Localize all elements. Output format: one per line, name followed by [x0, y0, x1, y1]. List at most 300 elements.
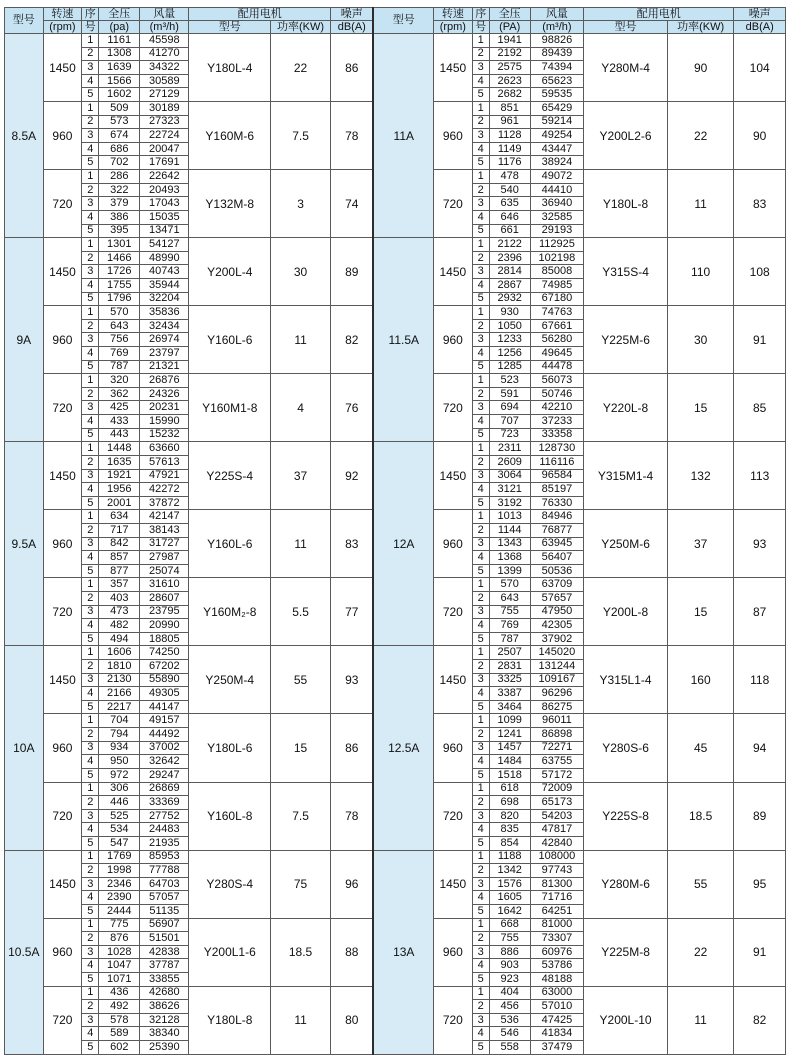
- noise-cell: 90: [734, 102, 786, 170]
- power-cell: 18.5: [271, 918, 331, 986]
- noise-cell: 83: [734, 170, 786, 238]
- pressure-cell: 755: [489, 605, 530, 619]
- motor-model-cell: Y250M-6: [584, 510, 668, 578]
- pressure-cell: 723: [489, 428, 530, 442]
- flow-cell: 37902: [530, 632, 584, 646]
- flow-cell: 47921: [140, 469, 189, 483]
- speed-cell: 960: [43, 510, 82, 578]
- pressure-cell: 2122: [489, 238, 530, 252]
- pressure-cell: 386: [99, 210, 140, 224]
- flow-cell: 26876: [140, 374, 189, 388]
- flow-cell: 112925: [530, 238, 584, 252]
- flow-cell: 63000: [530, 986, 584, 1000]
- seq-cell: 1: [472, 918, 489, 932]
- pressure-cell: 306: [99, 782, 140, 796]
- pressure-cell: 379: [99, 197, 140, 211]
- seq-cell: 4: [472, 210, 489, 224]
- pressure-cell: 443: [99, 428, 140, 442]
- motor-model-cell: Y180L-8: [584, 170, 668, 238]
- seq-cell: 4: [472, 823, 489, 837]
- flow-cell: 31610: [140, 578, 189, 592]
- header-speed-unit-right: (rpm): [434, 21, 473, 34]
- power-cell: 7.5: [271, 782, 331, 850]
- seq-cell: 2: [82, 47, 99, 61]
- flow-cell: 53786: [530, 959, 584, 973]
- pressure-cell: 835: [489, 823, 530, 837]
- flow-cell: 42272: [140, 483, 189, 497]
- speed-cell: 1450: [434, 850, 473, 918]
- motor-model-cell: Y280S-6: [584, 714, 668, 782]
- pressure-cell: 456: [489, 1000, 530, 1014]
- flow-cell: 96011: [530, 714, 584, 728]
- flow-cell: 54203: [530, 809, 584, 823]
- fan-performance-table: [4, 7, 786, 1055]
- pressure-cell: 2390: [99, 891, 140, 905]
- seq-cell: 5: [472, 700, 489, 714]
- seq-cell: 3: [472, 61, 489, 75]
- pressure-cell: 787: [99, 360, 140, 374]
- seq-cell: 3: [82, 61, 99, 75]
- flow-cell: 49254: [530, 129, 584, 143]
- seq-cell: 3: [472, 401, 489, 415]
- motor-model-cell: Y250M-4: [189, 646, 271, 714]
- pressure-cell: 2623: [489, 74, 530, 88]
- seq-cell: 1: [82, 510, 99, 524]
- seq-cell: 2: [82, 523, 99, 537]
- motor-model-cell: Y160L-6: [189, 306, 271, 374]
- seq-cell: 1: [472, 646, 489, 660]
- flow-cell: 47425: [530, 1013, 584, 1027]
- flow-cell: 20047: [140, 142, 189, 156]
- motor-model-cell: Y160M₂-8: [189, 578, 271, 646]
- pressure-cell: 492: [99, 1000, 140, 1014]
- flow-cell: 44147: [140, 700, 189, 714]
- flow-cell: 32128: [140, 1013, 189, 1027]
- seq-cell: 3: [472, 537, 489, 551]
- noise-cell: 76: [331, 374, 374, 442]
- seq-cell: 4: [82, 619, 99, 633]
- seq-cell: 3: [472, 809, 489, 823]
- seq-cell: 5: [82, 496, 99, 510]
- flow-cell: 65173: [530, 796, 584, 810]
- seq-cell: 4: [82, 278, 99, 292]
- pressure-cell: 1635: [99, 455, 140, 469]
- pressure-cell: 1099: [489, 714, 530, 728]
- flow-cell: 67180: [530, 292, 584, 306]
- flow-cell: 37872: [140, 496, 189, 510]
- pressure-cell: 1144: [489, 523, 530, 537]
- power-cell: 110: [667, 238, 734, 306]
- seq-cell: 5: [82, 905, 99, 919]
- pressure-cell: 403: [99, 591, 140, 605]
- seq-cell: 5: [82, 428, 99, 442]
- pressure-cell: 1188: [489, 850, 530, 864]
- flow-cell: 74394: [530, 61, 584, 75]
- seq-cell: 1: [472, 714, 489, 728]
- flow-cell: 63755: [530, 755, 584, 769]
- seq-cell: 1: [82, 238, 99, 252]
- motor-model-cell: Y200L-4: [189, 238, 271, 306]
- pressure-cell: 1639: [99, 61, 140, 75]
- flow-cell: 116116: [530, 455, 584, 469]
- flow-cell: 33855: [140, 973, 189, 987]
- pressure-cell: 769: [489, 619, 530, 633]
- header-pressure-right: 全压: [489, 8, 530, 21]
- seq-cell: 5: [472, 632, 489, 646]
- pressure-cell: 661: [489, 224, 530, 238]
- pressure-cell: 1050: [489, 319, 530, 333]
- pressure-cell: 854: [489, 836, 530, 850]
- seq-cell: 2: [82, 796, 99, 810]
- power-cell: 22: [667, 918, 734, 986]
- speed-cell: 720: [434, 782, 473, 850]
- noise-cell: 83: [331, 510, 374, 578]
- pressure-cell: 1342: [489, 864, 530, 878]
- header-model: 型号: [5, 8, 44, 34]
- flow-cell: 57613: [140, 455, 189, 469]
- power-cell: 15: [667, 374, 734, 442]
- flow-cell: 32585: [530, 210, 584, 224]
- speed-cell: 1450: [434, 442, 473, 510]
- power-cell: 90: [667, 34, 734, 102]
- flow-cell: 74985: [530, 278, 584, 292]
- flow-cell: 42840: [530, 836, 584, 850]
- header-seq-2-right: 号: [472, 21, 489, 34]
- seq-cell: 3: [472, 197, 489, 211]
- flow-cell: 51501: [140, 932, 189, 946]
- seq-cell: 3: [82, 129, 99, 143]
- seq-cell: 5: [472, 224, 489, 238]
- flow-cell: 28607: [140, 591, 189, 605]
- pressure-cell: 3387: [489, 687, 530, 701]
- pressure-cell: 602: [99, 1041, 140, 1055]
- flow-cell: 63709: [530, 578, 584, 592]
- flow-cell: 13471: [140, 224, 189, 238]
- header-noise: 噪声: [331, 8, 374, 21]
- table-row: [5, 646, 786, 660]
- motor-model-cell: Y220L-8: [584, 374, 668, 442]
- pressure-cell: 769: [99, 347, 140, 361]
- speed-cell: 960: [43, 102, 82, 170]
- speed-cell: 960: [434, 714, 473, 782]
- table-header: [5, 8, 786, 34]
- flow-cell: 59214: [530, 115, 584, 129]
- speed-cell: 960: [434, 102, 473, 170]
- flow-cell: 108000: [530, 850, 584, 864]
- seq-cell: 2: [82, 591, 99, 605]
- pressure-cell: 1399: [489, 564, 530, 578]
- power-cell: 75: [271, 850, 331, 918]
- motor-model-cell: Y200L-10: [584, 986, 668, 1054]
- pressure-cell: 646: [489, 210, 530, 224]
- power-cell: 11: [271, 510, 331, 578]
- flow-cell: 17691: [140, 156, 189, 170]
- header-power-right: 功率(KW): [667, 21, 734, 34]
- seq-cell: 2: [472, 183, 489, 197]
- pressure-cell: 857: [99, 551, 140, 565]
- flow-cell: 33369: [140, 796, 189, 810]
- seq-cell: 5: [472, 88, 489, 102]
- header-seq-2: 号: [82, 21, 99, 34]
- noise-cell: 113: [734, 442, 786, 510]
- pressure-cell: 1518: [489, 768, 530, 782]
- flow-cell: 30589: [140, 74, 189, 88]
- flow-cell: 128730: [530, 442, 584, 456]
- seq-cell: 2: [82, 319, 99, 333]
- pressure-cell: 2001: [99, 496, 140, 510]
- flow-cell: 59535: [530, 88, 584, 102]
- pressure-cell: 950: [99, 755, 140, 769]
- noise-cell: 85: [734, 374, 786, 442]
- seq-cell: 3: [82, 1013, 99, 1027]
- motor-model-cell: Y280M-6: [584, 850, 668, 918]
- seq-cell: 4: [472, 347, 489, 361]
- seq-cell: 3: [82, 401, 99, 415]
- seq-cell: 3: [472, 1013, 489, 1027]
- pressure-cell: 3121: [489, 483, 530, 497]
- header-motor: 配用电机: [189, 8, 331, 21]
- flow-cell: 20231: [140, 401, 189, 415]
- flow-cell: 24326: [140, 387, 189, 401]
- pressure-cell: 1233: [489, 333, 530, 347]
- motor-model-cell: Y180L-6: [189, 714, 271, 782]
- pressure-cell: 1028: [99, 945, 140, 959]
- motor-model-cell: Y280M-4: [584, 34, 668, 102]
- table-row: [5, 850, 786, 864]
- pressure-cell: 794: [99, 728, 140, 742]
- seq-cell: 5: [472, 1041, 489, 1055]
- flow-cell: 25390: [140, 1041, 189, 1055]
- flow-cell: 109167: [530, 673, 584, 687]
- seq-cell: 2: [82, 115, 99, 129]
- seq-cell: 4: [82, 891, 99, 905]
- flow-cell: 131244: [530, 660, 584, 674]
- flow-cell: 85953: [140, 850, 189, 864]
- seq-cell: 2: [472, 1000, 489, 1014]
- flow-cell: 74250: [140, 646, 189, 660]
- power-cell: 7.5: [271, 102, 331, 170]
- table-body: [5, 34, 786, 1055]
- pressure-cell: 286: [99, 170, 140, 184]
- power-cell: 4: [271, 374, 331, 442]
- header-flow: 风量: [140, 8, 189, 21]
- speed-cell: 1450: [43, 850, 82, 918]
- flow-cell: 27129: [140, 88, 189, 102]
- flow-cell: 32434: [140, 319, 189, 333]
- flow-cell: 43447: [530, 142, 584, 156]
- power-cell: 11: [667, 170, 734, 238]
- pressure-cell: 903: [489, 959, 530, 973]
- pressure-cell: 643: [99, 319, 140, 333]
- seq-cell: 4: [472, 551, 489, 565]
- pressure-cell: 525: [99, 809, 140, 823]
- flow-cell: 74763: [530, 306, 584, 320]
- pressure-cell: 1602: [99, 88, 140, 102]
- seq-cell: 4: [82, 210, 99, 224]
- pressure-cell: 1448: [99, 442, 140, 456]
- flow-cell: 102198: [530, 251, 584, 265]
- pressure-cell: 634: [99, 510, 140, 524]
- model-cell: 9A: [5, 238, 44, 442]
- pressure-cell: 618: [489, 782, 530, 796]
- flow-cell: 56907: [140, 918, 189, 932]
- power-cell: 11: [271, 986, 331, 1054]
- pressure-cell: 704: [99, 714, 140, 728]
- pressure-cell: 686: [99, 142, 140, 156]
- pressure-cell: 1566: [99, 74, 140, 88]
- flow-cell: 22642: [140, 170, 189, 184]
- flow-cell: 84946: [530, 510, 584, 524]
- pressure-cell: 3192: [489, 496, 530, 510]
- seq-cell: 1: [82, 918, 99, 932]
- pressure-cell: 2444: [99, 905, 140, 919]
- seq-cell: 2: [472, 728, 489, 742]
- pressure-cell: 547: [99, 836, 140, 850]
- flow-cell: 38340: [140, 1027, 189, 1041]
- pressure-cell: 1998: [99, 864, 140, 878]
- pressure-cell: 478: [489, 170, 530, 184]
- flow-cell: 77788: [140, 864, 189, 878]
- seq-cell: 4: [82, 483, 99, 497]
- seq-cell: 2: [82, 251, 99, 265]
- pressure-cell: 820: [489, 809, 530, 823]
- motor-model-cell: Y200L1-6: [189, 918, 271, 986]
- seq-cell: 3: [472, 333, 489, 347]
- seq-cell: 1: [472, 578, 489, 592]
- motor-model-cell: Y200L-8: [584, 578, 668, 646]
- noise-cell: 108: [734, 238, 786, 306]
- seq-cell: 2: [82, 660, 99, 674]
- flow-cell: 15990: [140, 415, 189, 429]
- speed-cell: 960: [434, 918, 473, 986]
- seq-cell: 3: [472, 877, 489, 891]
- pressure-cell: 1941: [489, 34, 530, 48]
- flow-cell: 42147: [140, 510, 189, 524]
- pressure-cell: 2166: [99, 687, 140, 701]
- pressure-cell: 1921: [99, 469, 140, 483]
- flow-cell: 27323: [140, 115, 189, 129]
- power-cell: 22: [271, 34, 331, 102]
- motor-model-cell: Y225M-6: [584, 306, 668, 374]
- seq-cell: 5: [82, 836, 99, 850]
- power-cell: 30: [667, 306, 734, 374]
- pressure-cell: 362: [99, 387, 140, 401]
- seq-cell: 3: [82, 265, 99, 279]
- noise-cell: 80: [331, 986, 374, 1054]
- pressure-cell: 1769: [99, 850, 140, 864]
- flow-cell: 30189: [140, 102, 189, 116]
- seq-cell: 1: [82, 850, 99, 864]
- flow-cell: 67661: [530, 319, 584, 333]
- pressure-cell: 1308: [99, 47, 140, 61]
- pressure-cell: 473: [99, 605, 140, 619]
- flow-cell: 27752: [140, 809, 189, 823]
- seq-cell: 5: [82, 88, 99, 102]
- flow-cell: 63945: [530, 537, 584, 551]
- pressure-cell: 1606: [99, 646, 140, 660]
- seq-cell: 4: [82, 755, 99, 769]
- seq-cell: 2: [82, 932, 99, 946]
- flow-cell: 57057: [140, 891, 189, 905]
- seq-cell: 1: [472, 102, 489, 116]
- seq-cell: 2: [472, 115, 489, 129]
- seq-cell: 3: [82, 673, 99, 687]
- noise-cell: 91: [734, 918, 786, 986]
- seq-cell: 4: [472, 415, 489, 429]
- flow-cell: 76330: [530, 496, 584, 510]
- noise-cell: 95: [734, 850, 786, 918]
- motor-model-cell: Y160L-6: [189, 510, 271, 578]
- seq-cell: 2: [472, 387, 489, 401]
- model-cell: 11A: [373, 34, 433, 238]
- pressure-cell: 540: [489, 183, 530, 197]
- flow-cell: 64251: [530, 905, 584, 919]
- power-cell: 37: [667, 510, 734, 578]
- noise-cell: 104: [734, 34, 786, 102]
- pressure-cell: 961: [489, 115, 530, 129]
- seq-cell: 5: [472, 973, 489, 987]
- seq-cell: 3: [472, 469, 489, 483]
- noise-cell: 77: [331, 578, 374, 646]
- pressure-cell: 1256: [489, 347, 530, 361]
- pressure-cell: 775: [99, 918, 140, 932]
- flow-cell: 26974: [140, 333, 189, 347]
- flow-cell: 24483: [140, 823, 189, 837]
- flow-cell: 44492: [140, 728, 189, 742]
- motor-model-cell: Y225M-8: [584, 918, 668, 986]
- motor-model-cell: Y180L-8: [189, 986, 271, 1054]
- seq-cell: 3: [82, 537, 99, 551]
- header-motor-model: 型号: [189, 21, 271, 34]
- flow-cell: 81000: [530, 918, 584, 932]
- power-cell: 15: [667, 578, 734, 646]
- flow-cell: 44478: [530, 360, 584, 374]
- pressure-cell: 876: [99, 932, 140, 946]
- header-pressure: 全压: [99, 8, 140, 21]
- pressure-cell: 570: [489, 578, 530, 592]
- noise-cell: 87: [734, 578, 786, 646]
- power-cell: 30: [271, 238, 331, 306]
- flow-cell: 57657: [530, 591, 584, 605]
- seq-cell: 1: [82, 646, 99, 660]
- flow-cell: 15232: [140, 428, 189, 442]
- header-motor-model-right: 型号: [584, 21, 668, 34]
- flow-cell: 37787: [140, 959, 189, 973]
- seq-cell: 2: [82, 455, 99, 469]
- flow-cell: 64703: [140, 877, 189, 891]
- pressure-cell: 1128: [489, 129, 530, 143]
- seq-cell: 4: [472, 142, 489, 156]
- header-flow-unit: (m³/h): [140, 21, 189, 34]
- flow-cell: 18805: [140, 632, 189, 646]
- seq-cell: 3: [472, 605, 489, 619]
- header-speed: 转速: [43, 8, 82, 21]
- pressure-cell: 877: [99, 564, 140, 578]
- noise-cell: 86: [331, 714, 374, 782]
- model-cell: 11.5A: [373, 238, 433, 442]
- flow-cell: 42305: [530, 619, 584, 633]
- pressure-cell: 578: [99, 1013, 140, 1027]
- header-seq-right: 序: [472, 8, 489, 21]
- model-cell: 13A: [373, 850, 433, 1054]
- flow-cell: 47950: [530, 605, 584, 619]
- flow-cell: 33358: [530, 428, 584, 442]
- seq-cell: 3: [82, 809, 99, 823]
- seq-cell: 5: [82, 564, 99, 578]
- speed-cell: 1450: [43, 646, 82, 714]
- model-cell: 12A: [373, 442, 433, 646]
- motor-model-cell: Y200L2-6: [584, 102, 668, 170]
